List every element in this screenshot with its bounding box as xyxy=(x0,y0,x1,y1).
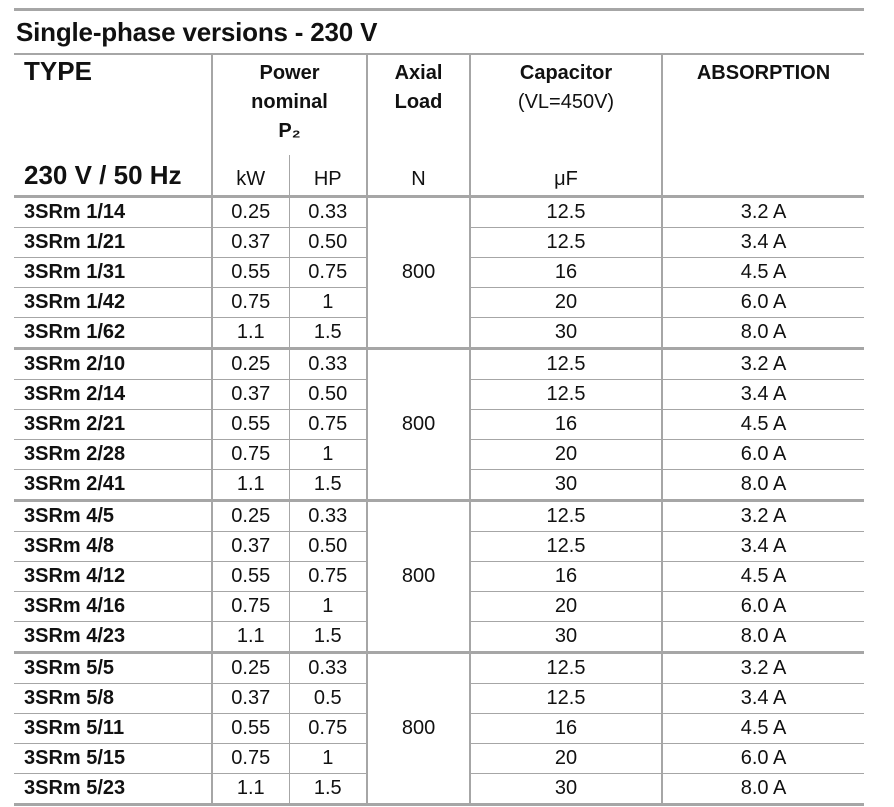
kw-cell: 0.25 xyxy=(212,653,289,684)
model-cell: 3SRm 2/10 xyxy=(14,349,212,380)
absorption-cell: 4.5 A xyxy=(662,562,864,592)
model-cell: 3SRm 2/14 xyxy=(14,380,212,410)
model-cell: 3SRm 1/31 xyxy=(14,258,212,288)
capacitor-header-line1: Capacitor xyxy=(519,62,613,84)
absorption-cell: 6.0 A xyxy=(662,592,864,622)
kw-cell: 0.55 xyxy=(212,714,289,744)
hp-cell: 0.33 xyxy=(289,197,367,228)
model-cell: 3SRm 4/8 xyxy=(14,532,212,562)
hp-cell: 1 xyxy=(289,744,367,774)
kw-cell: 1.1 xyxy=(212,318,289,349)
absorption-header: ABSORPTION xyxy=(662,55,864,155)
absorption-cell: 3.4 A xyxy=(662,380,864,410)
axial-load-cell: 800 xyxy=(367,501,470,653)
model-cell: 3SRm 2/28 xyxy=(14,440,212,470)
spec-table xyxy=(14,55,864,803)
kw-cell: 0.55 xyxy=(212,410,289,440)
capacitor-cell: 16 xyxy=(470,410,662,440)
capacitor-cell: 12.5 xyxy=(470,532,662,562)
absorption-cell: 3.2 A xyxy=(662,349,864,380)
hp-cell: 0.33 xyxy=(289,349,367,380)
hp-cell: 0.33 xyxy=(289,501,367,532)
absorption-cell: 6.0 A xyxy=(662,440,864,470)
axial-load-cell: 800 xyxy=(367,349,470,501)
hp-cell: 1 xyxy=(289,440,367,470)
capacitor-cell: 20 xyxy=(470,592,662,622)
capacitor-cell: 30 xyxy=(470,318,662,349)
model-cell: 3SRm 1/62 xyxy=(14,318,212,349)
absorption-cell: 4.5 A xyxy=(662,258,864,288)
model-cell: 3SRm 5/5 xyxy=(14,653,212,684)
kw-header: kW xyxy=(212,155,289,197)
table-row xyxy=(14,197,864,228)
table-row xyxy=(14,653,864,684)
absorption-cell: 6.0 A xyxy=(662,288,864,318)
absorption-cell: 8.0 A xyxy=(662,622,864,653)
axial-header xyxy=(367,55,470,155)
capacitor-cell: 20 xyxy=(470,744,662,774)
kw-cell: 0.25 xyxy=(212,197,289,228)
capacitor-cell: 30 xyxy=(470,470,662,501)
table-row xyxy=(14,501,864,532)
absorption-cell: 4.5 A xyxy=(662,714,864,744)
axial-load-cell: 800 xyxy=(367,197,470,349)
power-header-line2: nominal xyxy=(251,91,328,113)
absorption-cell: 3.2 A xyxy=(662,653,864,684)
capacitor-cell: 16 xyxy=(470,714,662,744)
absorption-cell: 3.4 A xyxy=(662,684,864,714)
bottom-rule xyxy=(14,803,864,806)
model-cell: 3SRm 4/16 xyxy=(14,592,212,622)
model-cell: 3SRm 1/21 xyxy=(14,228,212,258)
kw-cell: 0.55 xyxy=(212,258,289,288)
voltage-header: 230 V / 50 Hz xyxy=(24,160,182,190)
kw-cell: 0.55 xyxy=(212,562,289,592)
hp-cell: 0.75 xyxy=(289,410,367,440)
subheader-row xyxy=(14,155,864,197)
absorption-cell: 8.0 A xyxy=(662,318,864,349)
absorption-cell: 3.2 A xyxy=(662,501,864,532)
kw-cell: 1.1 xyxy=(212,774,289,804)
model-cell: 3SRm 4/23 xyxy=(14,622,212,653)
hp-cell: 0.50 xyxy=(289,532,367,562)
absorption-unit-header xyxy=(662,155,864,197)
kw-cell: 0.25 xyxy=(212,501,289,532)
capacitor-cell: 16 xyxy=(470,562,662,592)
capacitor-cell: 20 xyxy=(470,288,662,318)
capacitor-cell: 12.5 xyxy=(470,684,662,714)
hp-cell: 0.75 xyxy=(289,714,367,744)
kw-cell: 0.37 xyxy=(212,380,289,410)
power-header-line1: Power xyxy=(259,62,320,84)
type-header: TYPE xyxy=(24,56,92,86)
capacitor-cell: 30 xyxy=(470,774,662,804)
model-cell: 3SRm 4/12 xyxy=(14,562,212,592)
hp-cell: 1.5 xyxy=(289,318,367,349)
absorption-cell: 3.4 A xyxy=(662,532,864,562)
kw-cell: 0.75 xyxy=(212,744,289,774)
model-cell: 3SRm 4/5 xyxy=(14,501,212,532)
capacitor-unit-header: μF xyxy=(470,155,662,197)
model-cell: 3SRm 5/23 xyxy=(14,774,212,804)
hp-cell: 1.5 xyxy=(289,774,367,804)
hp-cell: 1.5 xyxy=(289,470,367,501)
capacitor-cell: 12.5 xyxy=(470,501,662,532)
kw-cell: 0.75 xyxy=(212,440,289,470)
capacitor-cell: 20 xyxy=(470,440,662,470)
hp-cell: 0.75 xyxy=(289,562,367,592)
absorption-cell: 8.0 A xyxy=(662,774,864,804)
hp-cell: 0.75 xyxy=(289,258,367,288)
kw-cell: 0.37 xyxy=(212,228,289,258)
absorption-cell: 3.2 A xyxy=(662,197,864,228)
model-cell: 3SRm 5/11 xyxy=(14,714,212,744)
hp-cell: 1.5 xyxy=(289,622,367,653)
capacitor-cell: 12.5 xyxy=(470,197,662,228)
hp-cell: 0.33 xyxy=(289,653,367,684)
power-header-line3: P₂ xyxy=(278,120,301,142)
table-title: Single-phase versions - 230 V xyxy=(16,17,378,47)
hp-cell: 0.50 xyxy=(289,228,367,258)
model-cell: 3SRm 2/41 xyxy=(14,470,212,501)
model-cell: 3SRm 5/8 xyxy=(14,684,212,714)
kw-cell: 0.75 xyxy=(212,592,289,622)
header-row xyxy=(14,55,864,155)
absorption-cell: 4.5 A xyxy=(662,410,864,440)
kw-cell: 1.1 xyxy=(212,470,289,501)
capacitor-cell: 16 xyxy=(470,258,662,288)
kw-cell: 0.75 xyxy=(212,288,289,318)
hp-cell: 1 xyxy=(289,288,367,318)
hp-cell: 0.50 xyxy=(289,380,367,410)
capacitor-cell: 30 xyxy=(470,622,662,653)
capacitor-cell: 12.5 xyxy=(470,349,662,380)
model-cell: 3SRm 1/14 xyxy=(14,197,212,228)
axial-header-line2: Load xyxy=(394,91,443,113)
hp-cell: 0.5 xyxy=(289,684,367,714)
capacitor-cell: 12.5 xyxy=(470,380,662,410)
absorption-cell: 6.0 A xyxy=(662,744,864,774)
kw-cell: 1.1 xyxy=(212,622,289,653)
table-body xyxy=(14,197,864,804)
hp-cell: 1 xyxy=(289,592,367,622)
kw-cell: 0.37 xyxy=(212,684,289,714)
model-cell: 3SRm 5/15 xyxy=(14,744,212,774)
model-cell: 3SRm 2/21 xyxy=(14,410,212,440)
hp-header: HP xyxy=(289,155,367,197)
table-row xyxy=(14,349,864,380)
kw-cell: 0.37 xyxy=(212,532,289,562)
capacitor-cell: 12.5 xyxy=(470,228,662,258)
capacitor-header-sub: (VL=450V) xyxy=(517,91,615,113)
power-header xyxy=(212,55,367,155)
capacitor-cell: 12.5 xyxy=(470,653,662,684)
axial-unit-header: N xyxy=(367,155,470,197)
absorption-cell: 8.0 A xyxy=(662,470,864,501)
capacitor-header xyxy=(470,55,662,155)
axial-load-cell: 800 xyxy=(367,653,470,804)
absorption-cell: 3.4 A xyxy=(662,228,864,258)
kw-cell: 0.25 xyxy=(212,349,289,380)
model-cell: 3SRm 1/42 xyxy=(14,288,212,318)
spec-sheet xyxy=(14,8,864,806)
axial-header-line1: Axial xyxy=(394,62,443,84)
